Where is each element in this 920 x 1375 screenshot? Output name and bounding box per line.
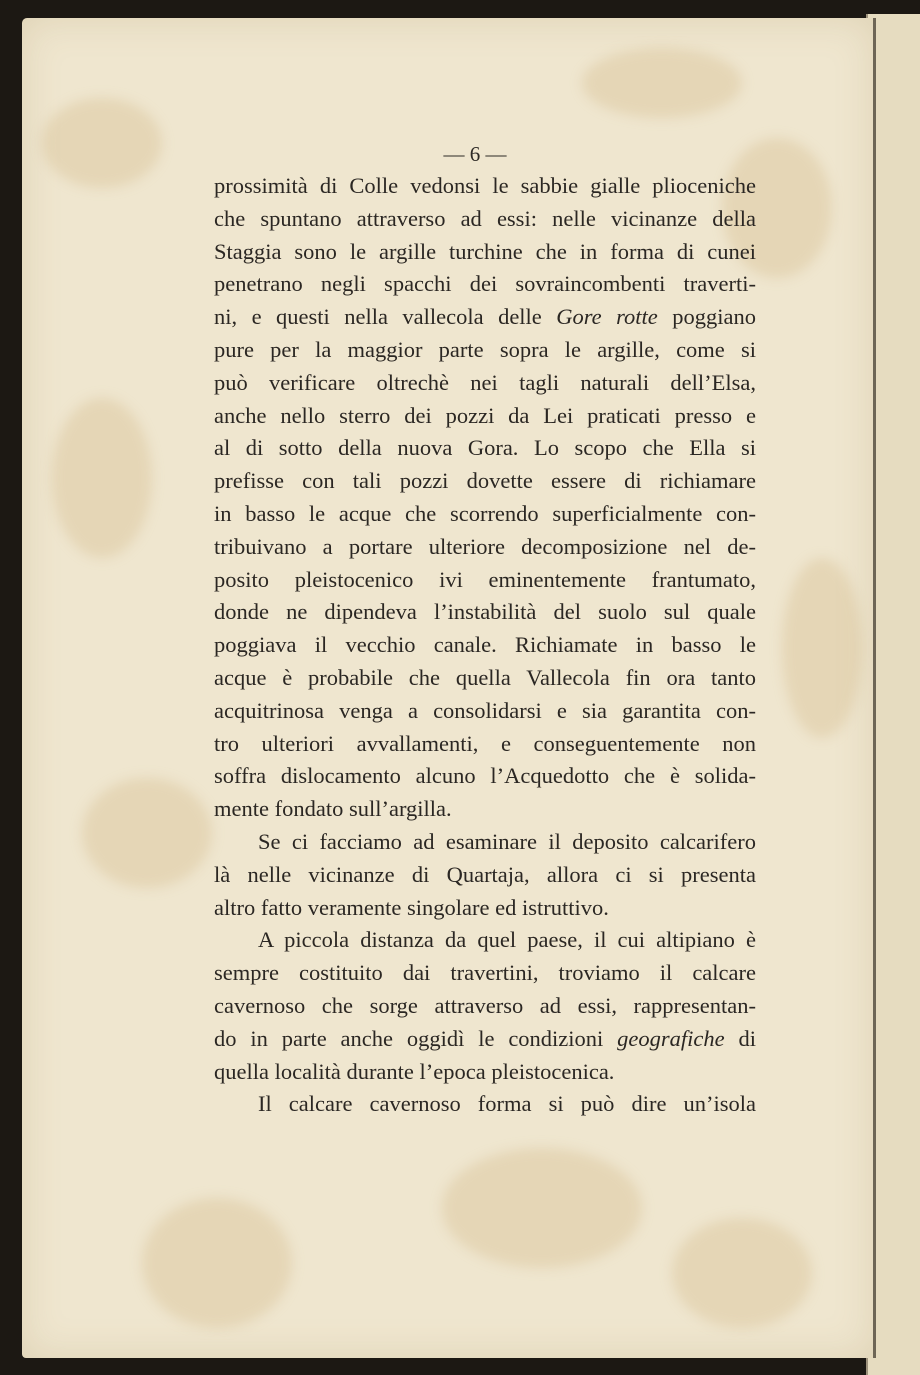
text-line: là nelle vicinanze di Quartaja, allora ci si presenta xyxy=(214,861,756,887)
text-line: acque è probabile che quella Vallecola fin ora tanto xyxy=(214,664,756,690)
text-line: cavernoso che sorge attraverso ad essi, rappresentan- xyxy=(214,992,756,1018)
foxing-stain xyxy=(142,1198,292,1328)
text-line: che spuntano attraverso ad essi: nelle vicinanze della xyxy=(214,205,756,231)
foxing-stain xyxy=(82,778,212,888)
text-line: in basso le acque che scorrendo superficialmente con- xyxy=(214,500,756,526)
body-text xyxy=(214,170,756,1121)
text-line: A piccola distanza da quel paese, il cui altipiano è xyxy=(258,927,756,953)
text-line: acquitrinosa venga a consolidarsi e sia garantita con- xyxy=(214,697,756,723)
italic-term: Gore rotte xyxy=(556,304,658,330)
text-line: donde ne dipendeva l’instabilità del suolo sul quale xyxy=(214,599,756,625)
text-line xyxy=(214,1023,756,1056)
italic-term: geografiche xyxy=(617,1025,725,1051)
text-line xyxy=(214,301,756,334)
text-line: sempre costituito dai travertini, troviamo il calcare xyxy=(214,960,756,986)
text-line: altro fatto veramente singolare ed istruttivo. xyxy=(214,894,609,920)
text-line: tro ulteriori avvallamenti, e conseguentemente non xyxy=(214,730,756,756)
text-line: penetrano negli spacchi dei sovraincombenti traverti- xyxy=(214,271,756,297)
foxing-stain xyxy=(582,48,742,118)
text-line: Staggia sono le argille turchine che in forma di cunei xyxy=(214,238,756,264)
text-line: al di sotto della nuova Gora. Lo scopo che Ella si xyxy=(214,435,756,461)
foxing-stain xyxy=(42,98,162,188)
text-line: Il calcare cavernoso forma si può dire un’isola xyxy=(258,1091,756,1117)
text-line: posito pleistocenico ivi eminentemente frantumato, xyxy=(214,566,756,592)
line-text: do in parte anche oggidì le condizioni xyxy=(214,1025,618,1051)
foxing-stain xyxy=(442,1148,642,1268)
foxing-stain xyxy=(782,558,862,738)
text-line: mente fondato sull’argilla. xyxy=(214,796,452,822)
text-line: soffra dislocamento alcuno l’Acquedotto che è solida- xyxy=(214,763,756,789)
text-line: pure per la maggior parte sopra le argille, come si xyxy=(214,336,756,362)
line-text: di xyxy=(724,1025,756,1051)
text-line: quella località durante l’epoca pleistocenica. xyxy=(214,1058,615,1084)
page-number: — 6 — xyxy=(443,142,507,166)
line-text: ni, e questi nella vallecola delle xyxy=(214,304,557,330)
text-line: può verificare oltrechè nei tagli naturali dell’Elsa, xyxy=(214,369,756,395)
text-line: Se ci facciamo ad esaminare il deposito calcarifero xyxy=(258,828,756,854)
text-line: tribuivano a portare ulteriore decomposizione nel de- xyxy=(214,533,756,559)
text-line: prossimità di Colle vedonsi le sabbie gialle plioceniche xyxy=(214,173,756,198)
text-line: anche nello sterro dei pozzi da Lei praticati presso e xyxy=(214,402,756,428)
foxing-stain xyxy=(672,1218,812,1328)
page-gutter-shadow xyxy=(873,18,876,1358)
line-text: poggiano xyxy=(657,304,756,330)
text-line: poggiava il vecchio canale. Richiamate in basso le xyxy=(214,632,756,658)
foxing-stain xyxy=(52,398,152,558)
text-line: prefisse con tali pozzi dovette essere di richiamare xyxy=(214,468,756,494)
